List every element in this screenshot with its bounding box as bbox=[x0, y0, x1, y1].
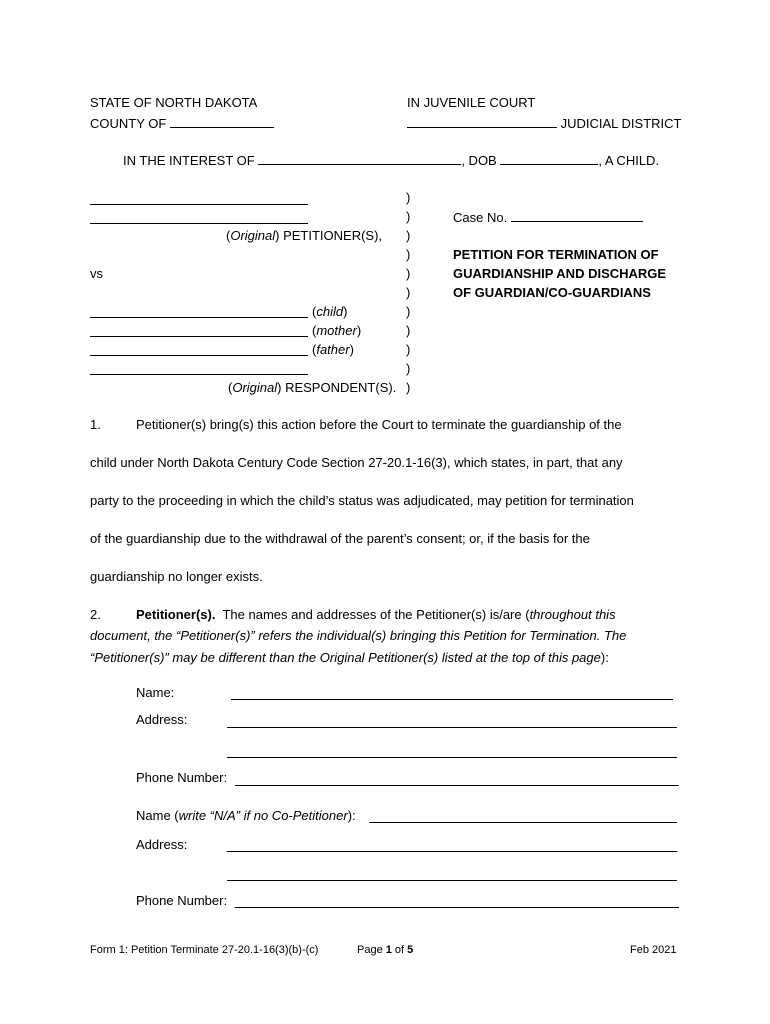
footer-page bbox=[357, 944, 413, 956]
name2-field[interactable] bbox=[369, 822, 677, 823]
district-blank[interactable] bbox=[407, 115, 557, 128]
respondents-label bbox=[228, 380, 396, 395]
phone-field[interactable] bbox=[235, 785, 679, 786]
case-no bbox=[453, 209, 643, 225]
section2-text: The names and addresses of the Petitioner(s) is/are ( bbox=[222, 607, 530, 622]
caption-paren: ) bbox=[406, 247, 411, 262]
address2-label: Address: bbox=[136, 837, 188, 852]
section1-line: child under North Dakota Century Code Section 27-20.1-16(3), which states, in part, that any bbox=[90, 455, 623, 470]
child-suffix: , A CHILD. bbox=[598, 153, 660, 168]
respondent-blank[interactable] bbox=[90, 374, 308, 375]
title-line-2: GUARDIANSHIP AND DISCHARGE bbox=[453, 266, 667, 281]
address2-field-2[interactable] bbox=[227, 880, 677, 881]
section2-italic: “Petitioner(s)” may be different than the Original Petitioner(s) listed at the top of this page bbox=[90, 650, 601, 665]
title-line-3: OF GUARDIAN/CO-GUARDIANS bbox=[453, 285, 651, 300]
page-of: of bbox=[391, 944, 408, 956]
father-italic: father bbox=[316, 342, 350, 357]
caption-paren: ) bbox=[406, 285, 411, 300]
caption-paren: ) bbox=[406, 266, 411, 281]
county-text: COUNTY OF bbox=[90, 116, 167, 131]
address2-field-1[interactable] bbox=[227, 851, 677, 852]
county-label bbox=[90, 115, 274, 131]
mother-label: (mother) bbox=[312, 323, 362, 338]
name-field[interactable] bbox=[231, 699, 673, 700]
caption-paren: ) bbox=[406, 361, 411, 376]
child-label: (child) bbox=[312, 304, 348, 319]
footer-form: Form 1: Petition Terminate 27-20.1-16(3)(b)-(c) bbox=[90, 944, 319, 956]
caption-paren: ) bbox=[406, 380, 411, 395]
case-no-label: Case No. bbox=[453, 210, 508, 225]
address-field-2[interactable] bbox=[227, 757, 677, 758]
name2-prefix: Name ( bbox=[136, 808, 179, 823]
section2-line3 bbox=[90, 650, 609, 665]
case-no-blank[interactable] bbox=[511, 209, 643, 222]
caption-paren: ) bbox=[406, 209, 411, 224]
name-label: Name: bbox=[136, 685, 175, 700]
petitioner-blank-2[interactable] bbox=[90, 223, 308, 224]
section2-number: 2. bbox=[90, 607, 101, 622]
district-text: JUDICIAL DISTRICT bbox=[560, 116, 682, 131]
section1-line: Petitioner(s) bring(s) this action before the Court to terminate the guardianship of the bbox=[136, 417, 622, 432]
address-label: Address: bbox=[136, 712, 188, 727]
section2-italic: throughout this bbox=[529, 607, 616, 622]
section2-line2: document, the “Petitioner(s)” refers the individual(s) bringing this Petition for Termination. The bbox=[90, 628, 627, 643]
section1-number: 1. bbox=[90, 417, 101, 432]
father-label: (father) bbox=[312, 342, 354, 357]
interest-line bbox=[123, 152, 659, 168]
court-label: IN JUVENILE COURT bbox=[407, 95, 536, 110]
paren-open: ( bbox=[228, 380, 233, 395]
name2-label bbox=[136, 808, 356, 823]
name2-italic: write “N/A” if no Co-Petitioner bbox=[178, 808, 348, 823]
original-italic: Original bbox=[230, 228, 276, 243]
child-blank[interactable] bbox=[90, 317, 308, 318]
paren-open: ( bbox=[226, 228, 231, 243]
footer-date: Feb 2021 bbox=[630, 944, 677, 956]
petitioner-blank-1[interactable] bbox=[90, 204, 308, 205]
section1-line: of the guardianship due to the withdrawal of the parent’s consent; or, if the basis for the bbox=[90, 531, 590, 546]
mother-italic: mother bbox=[316, 323, 357, 338]
caption-paren: ) bbox=[406, 342, 411, 357]
address-field-1[interactable] bbox=[227, 727, 677, 728]
phone-label: Phone Number: bbox=[136, 770, 228, 785]
section2-line1 bbox=[136, 607, 616, 622]
child-name-blank[interactable] bbox=[258, 152, 461, 165]
respondents-text: ) RESPONDENT(S). bbox=[277, 380, 397, 395]
section2-heading: Petitioner(s). bbox=[136, 607, 216, 622]
phone2-field[interactable] bbox=[235, 907, 679, 908]
father-blank[interactable] bbox=[90, 355, 308, 356]
page-prefix: Page bbox=[357, 944, 386, 956]
original-italic: Original bbox=[232, 380, 278, 395]
title-line-1: PETITION FOR TERMINATION OF bbox=[453, 247, 659, 262]
name2-suffix: ): bbox=[347, 808, 356, 823]
petitioners-label bbox=[226, 228, 382, 243]
mother-blank[interactable] bbox=[90, 336, 308, 337]
caption-paren: ) bbox=[406, 304, 411, 319]
county-blank[interactable] bbox=[170, 115, 274, 128]
child-italic: child bbox=[316, 304, 344, 319]
caption-paren: ) bbox=[406, 190, 411, 205]
vs-label: vs bbox=[90, 266, 103, 281]
page-total: 5 bbox=[407, 944, 414, 956]
caption-paren: ) bbox=[406, 228, 411, 243]
dob-label: , DOB bbox=[461, 153, 497, 168]
state-label: STATE OF NORTH DAKOTA bbox=[90, 95, 258, 110]
petitioners-text: ) PETITIONER(S), bbox=[275, 228, 383, 243]
phone2-label: Phone Number: bbox=[136, 893, 228, 908]
section1-line: guardianship no longer exists. bbox=[90, 569, 263, 584]
caption-paren: ) bbox=[406, 323, 411, 338]
page-number: 1 bbox=[385, 944, 392, 956]
dob-blank[interactable] bbox=[500, 152, 598, 165]
district-label bbox=[407, 115, 681, 131]
interest-prefix: IN THE INTEREST OF bbox=[123, 153, 255, 168]
section1-line: party to the proceeding in which the child’s status was adjudicated, may petition for termination bbox=[90, 493, 634, 508]
section2-close: ): bbox=[600, 650, 609, 665]
